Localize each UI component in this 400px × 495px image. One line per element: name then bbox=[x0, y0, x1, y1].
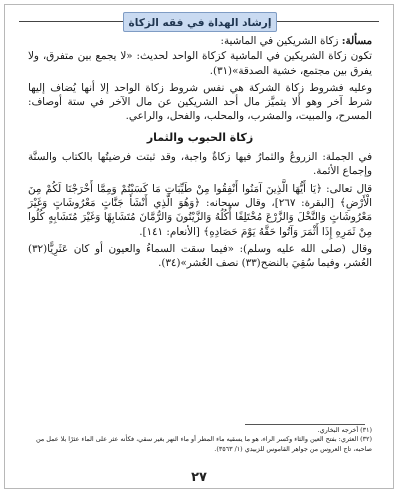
paragraph-quran-verses: قال تعالى: ﴿يَا أَيُّهَا الَّذِينَ آمَنُوا أَنْفِقُوا مِنْ طَيِّبَاتِ مَا كَسَبْتُمْ وَمِمَّا أَخْرَجْنَا لَكُمْ مِنَ الْأَرْضِ﴾ [البقرة: ٢٦٧]، وقال سبحانه: ﴿وَهُوَ الَّذِي أَنْشَأَ جَنَّاتٍ مَعْرُوشَاتٍ وَغَيْرَ مَعْرُوشَاتٍ وَالنَّخْلَ وَالزَّرْعَ مُخْتَلِفًا أُكُلُهُ وَالزَّيْتُونَ وَالرُّمَّانَ مُتَشَابِهًا وَغَيْرَ مُتَشَابِهٍ كُلُوا مِنْ ثَمَرِهِ إِذَا أَثْمَرَ وَآتُوا حَقَّهُ يَوْمَ حَصَادِهِ﴾ [الأنعام: ١٤١]. bbox=[28, 182, 372, 238]
footnote-32: (٣٢) العثري: بفتح العين والثاء وكسر الراء، هو ما يسقيه ماء المطر أو ماء النهر بغير سقي، فكأنه عثر على الماء عثرًا بلا عمل من صاحبه، تاج العروس من جواهر القاموس للزبيدي (١/ ٣٥٦٣). bbox=[35, 435, 372, 453]
footnote-divider bbox=[245, 424, 365, 425]
paragraph-conditions: وعليه فشروط زكاة الشركة هي نفس شروط زكاة الواحد إلا أنها يُضاف إليها شرط آخر وهو ألا يتميَّز مال أحد الشريكين عن مال الآخر في ستة أوصاف: المسرح، والمبيت، والمشرب، والمحلب، والفحل، والراعي. bbox=[28, 81, 372, 123]
issue-label: مسألة: bbox=[341, 35, 372, 47]
paragraph-obligation: في الجملة: الزروعُ والثمارُ فيها زكاةٌ واجبة، وقد ثبتت فرضيتُها بالكتاب والسنَّة وإجماع الأئمة. bbox=[28, 151, 372, 178]
issue-topic: زكاة الشريكين في الماشية: bbox=[220, 35, 342, 47]
book-title-banner: إرشاد الهداة في فقه الزكاة bbox=[123, 12, 277, 32]
paragraph-hadith: تكون زكاة الشريكين في الماشية كزكاة الواحد لحديث: «لا يجمع بين متفرق، ولا يفرق بين مجتمع، خشية الصدقة»(٣١). bbox=[28, 50, 372, 77]
footnotes bbox=[28, 426, 372, 454]
page-number: ٢٧ bbox=[191, 470, 207, 485]
page-body bbox=[28, 34, 372, 271]
footnote-31: (٣١) أخرجه البخاري. bbox=[317, 426, 372, 434]
paragraph-issue-heading bbox=[28, 34, 372, 48]
paragraph-prophetic-hadith: وقال (صلى الله عليه وسلم): «فيما سقت السماءُ والعيون أو كان عَثَرِيًّا(٣٢) العُشر، وفيما سُقِيَ بالنضح(٣٣) نصف العُشر»(٣٤). bbox=[28, 242, 372, 270]
section-title: زكاة الحبوب والثمار bbox=[146, 130, 254, 144]
page-header bbox=[5, 5, 393, 33]
